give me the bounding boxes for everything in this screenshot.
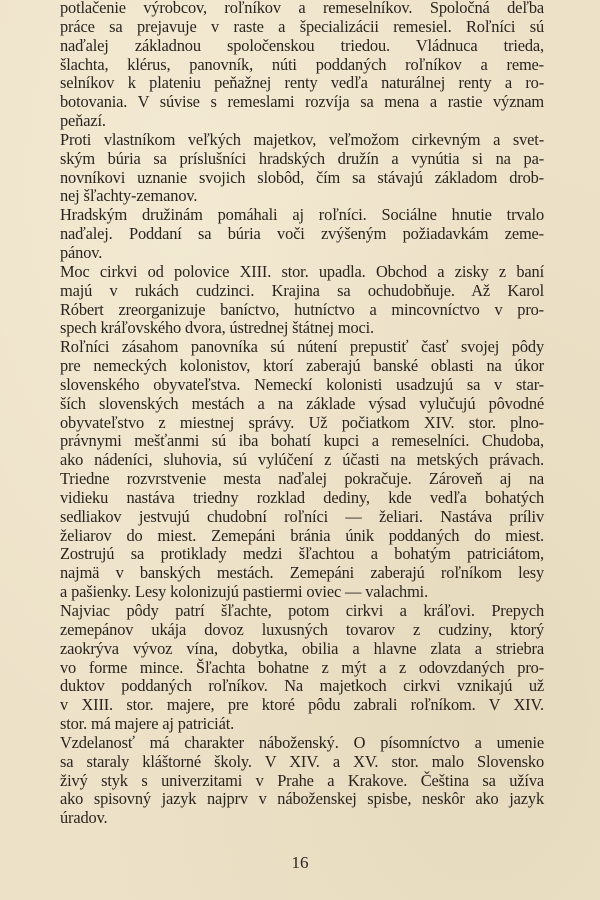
paragraph [60,602,544,734]
text-line: ako spisovný jazyk najprv v náboženskej spisbe, neskôr ako jazyk [60,789,544,809]
text-line: novníkovi uznanie svojich slobôd, čím sa stávajú základom drob- [60,167,544,187]
text-line: botovania. V súvise s remeslami rozvíja sa mena a rastie význam [60,92,544,112]
text-line: duktov poddaných roľníkov. Na majetkoch cirkvi vznikajú už [60,676,544,696]
text-line: stor. má majere aj patriciát. [60,714,235,734]
paragraph [60,338,544,602]
text-line: vidieku nastáva triedny rozklad dediny, kde vedľa bohatých [60,487,544,507]
text-line: spech kráľovského dvora, ústrednej štátnej moci. [60,318,374,338]
text-line: nej šľachty-zemanov. [60,186,198,206]
text-line: obyvateľstvo z miestnej správy. Už počiatkom XIV. stor. plno- [60,412,544,432]
text-line: úradov. [60,808,108,828]
text-line: Hradským družinám pomáhali aj roľníci. Sociálne hnutie trvalo [60,205,544,225]
paragraph [60,206,544,263]
text-line: slovenského obyvateľstva. Nemeckí kolonisti usadzujú sa v star- [60,374,544,394]
text-line: práce sa prejavuje v raste a špecializácii remesiel. Roľníci sú [60,16,544,36]
text-line: zaokrýva vývoz vína, dobytka, obilia a hlavne zlata a striebra [60,638,544,658]
text-line: najmä v banských mestách. Zemepáni zaberajú roľníkom lesy [60,563,544,583]
page-number: 16 [291,853,309,872]
text-line: šlachta, klérus, panovník, núti poddaných roľníkov a reme- [60,54,544,74]
text-line: naďalej základnou spoločenskou triedou. Vládnuca trieda, [60,35,544,55]
text-line: právnymi mešťanmi sú iba bohatí kupci a remeselníci. Chudoba, [60,431,544,451]
text-line: v XIII. stor. majere, pre ktoré pôdu zabrali roľníkom. V XIV. [60,695,544,715]
text-line: zemepánov ukája dovoz luxusných tovarov z cudziny, ktorý [60,619,544,639]
paragraph [60,0,544,131]
text-line: a pašienky. Lesy kolonizujú pastiermi oviec — valachmi. [60,582,429,602]
page-text-block [60,0,544,828]
text-line: pánov. [60,242,103,262]
text-line: živý styk s univerzitami v Prahe a Krakove. Čeština sa užíva [60,770,544,790]
text-line: pre nemeckých kolonistov, ktorí zaberajú banské oblasti na úkor [60,356,544,376]
text-line: Moc cirkvi od polovice XIII. stor. upadla. Obchod a zisky z baní [60,261,544,281]
text-line: vo forme mince. Šľachta bohatne z mýt a z odovzdaných pro- [60,657,544,677]
text-line: ako nádeníci, sluhovia, sú vylúčení z účasti na metských právach. [60,450,544,470]
text-line: Róbert zreorganizuje baníctvo, hutníctvo a mincovníctvo v pro- [60,299,544,319]
text-line: selníkov k plateniu peňažnej renty vedľa naturálnej renty a ro- [60,73,544,93]
text-line: Vzdelanosť má charakter náboženský. O písomníctvo a umenie [60,732,544,752]
text-line: Zostrujú sa protiklady medzi šľachtou a bohatým patriciátom, [60,544,544,564]
text-line: ským búria sa príslušníci hradských družín a vynútia si na pa- [60,148,544,168]
text-line: sedliakov jestvujú chudobní roľníci — želiari. Nastáva príliv [60,506,544,526]
text-line: Roľníci zásahom panovníka sú nútení prepustiť časť svojej pôdy [60,337,544,357]
text-line: potlačenie výrobcov, roľníkov a remeselníkov. Spoločná deľba [60,0,544,17]
text-line: Najviac pôdy patrí šľachte, potom cirkvi a kráľovi. Prepych [60,601,544,620]
text-line: ších slovenských mestách a na základe výsad vylučujú pôvodné [60,393,544,413]
text-line: želiarov do miest. Zemepáni bránia únik poddaných do miest. [60,525,544,545]
text-line: majú v rukách cudzinci. Krajina sa ochudobňuje. Až Karol [60,280,544,300]
text-line: sa staraly kláštorné školy. V XIV. a XV. stor. malo Slovensko [60,751,544,771]
paragraph [60,734,544,828]
text-line: Proti vlastníkom veľkých majetkov, veľmožom cirkevným a svet- [60,129,544,149]
text-line: Triedne rozvrstvenie mesta naďalej pokračuje. Zároveň aj na [60,469,544,489]
text-line: peňazí. [60,111,106,131]
text-line: naďalej. Poddaní sa búria voči zvýšeným požiadavkám zeme- [60,224,544,244]
paragraph [60,263,544,338]
paragraph [60,131,544,206]
